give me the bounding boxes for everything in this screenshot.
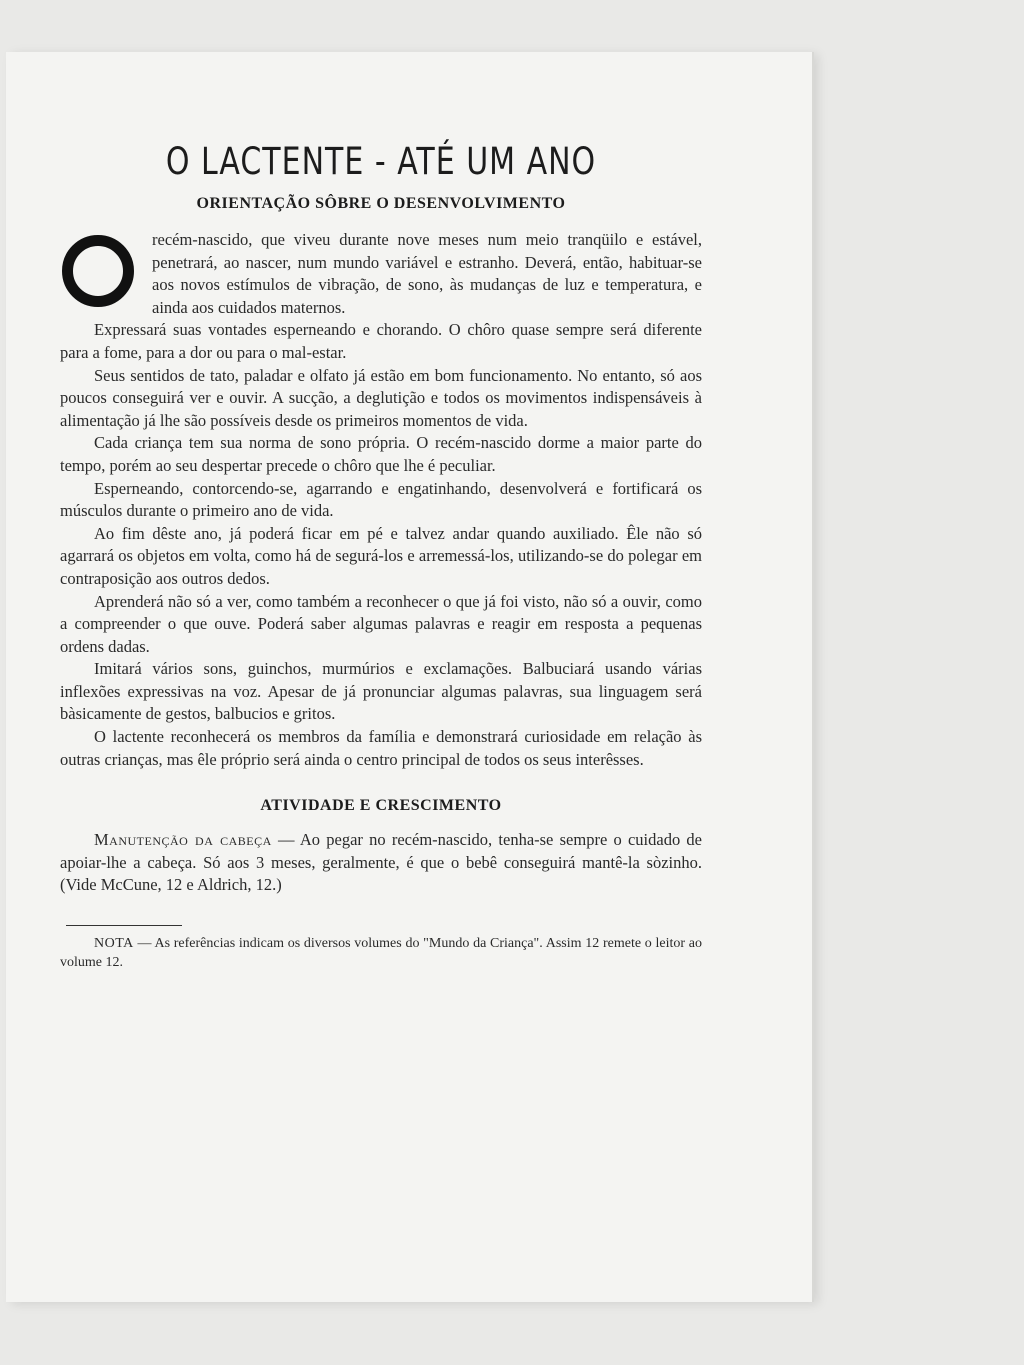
footnote-lead: NOTA xyxy=(94,936,134,952)
body-text xyxy=(60,229,702,771)
footnote-paragraph xyxy=(60,934,702,972)
paragraph: Seus sentidos de tato, paladar e olfato já estão em bom funcionamento. No entanto, só aos poucos conseguirá ver e ouvir. A sucção, a deglutição e todos os movimentos indispensáveis à alimentação já lhe são possíveis desde os primeiros momentos de vida. xyxy=(60,365,702,430)
book-page xyxy=(6,52,812,1302)
paragraph: O lactente reconhecerá os membros da família e demonstrará curiosidade em relação às outras crianças, mas êle próprio será ainda o centro principal de todos os seus interêsses. xyxy=(60,727,702,769)
footnote-divider xyxy=(66,925,182,926)
section2-lead: Manutenção da cabeça xyxy=(94,830,272,850)
section2-text: — Ao pegar no recém-nascido, tenha-se sempre o cuidado de apoiar-lhe a cabeça. Só aos 3 meses, geralmente, é que o bebê conseguirá mantê-la sòzinho. (Vide McCune, 12 e Aldrich, 12.) xyxy=(60,830,703,895)
page-title: O LACTENTE - ATÉ UM ANO xyxy=(165,140,597,184)
paragraph: Cada criança tem sua norma de sono própria. O recém-nascido dorme a maior parte do tempo, porém ao seu despertar precede o chôro que lhe é peculiar. xyxy=(60,433,702,475)
section2-paragraph xyxy=(60,829,702,897)
paragraph: Expressará suas vontades esperneando e chorando. O chôro quase sempre será diferente para a fome, para a dor ou para o mal-estar. xyxy=(60,320,702,362)
footnote-text: — As referências indicam os diversos volumes do "Mundo da Criança". Assim 12 remete o leitor ao volume 12. xyxy=(60,936,702,971)
paragraph: Imitará vários sons, guinchos, murmúrios e exclamações. Balbuciará usando várias inflexões expressivas na voz. Apesar de já pronunciar algumas palavras, sua linguagem será bàsicamente de gestos, balbucios e gritos. xyxy=(60,659,702,724)
dropcap-o xyxy=(62,235,134,307)
page-content xyxy=(60,140,702,972)
paragraph: Ao fim dêste ano, já poderá ficar em pé e talvez andar quando auxiliado. Êle não só agarrará os objetos em volta, como há de segurá-los e arremessá-los, utilizando-se do polegar em contraposição aos outros dedos. xyxy=(60,523,702,588)
footnote xyxy=(60,934,702,972)
section-subtitle: ORIENTAÇÃO SÔBRE O DESENVOLVIMENTO xyxy=(196,195,566,212)
paragraph: Aprenderá não só a ver, como também a reconhecer o que já foi visto, não só a ouvir, como a compreender o que ouve. Poderá saber algumas palavras e reagir em resposta a pequenas ordens dadas. xyxy=(60,591,702,656)
intro-paragraph: recém-nascido, que viveu durante nove meses num meio tranqüilo e estável, penetrará, ao nascer, num mundo variável e estranho. Deverá, então, habituar-se aos novos estímulos de vibração, de sono, às mudanças de luz e temperatura, e ainda aos cuidados maternos. xyxy=(152,230,702,317)
section2-body xyxy=(60,829,702,897)
paragraph: Esperneando, contorcendo-se, agarrando e engatinhando, desenvolverá e fortificará os músculos durante o primeiro ano de vida. xyxy=(60,478,702,521)
section-heading: ATIVIDADE E CRESCIMENTO xyxy=(260,797,502,815)
